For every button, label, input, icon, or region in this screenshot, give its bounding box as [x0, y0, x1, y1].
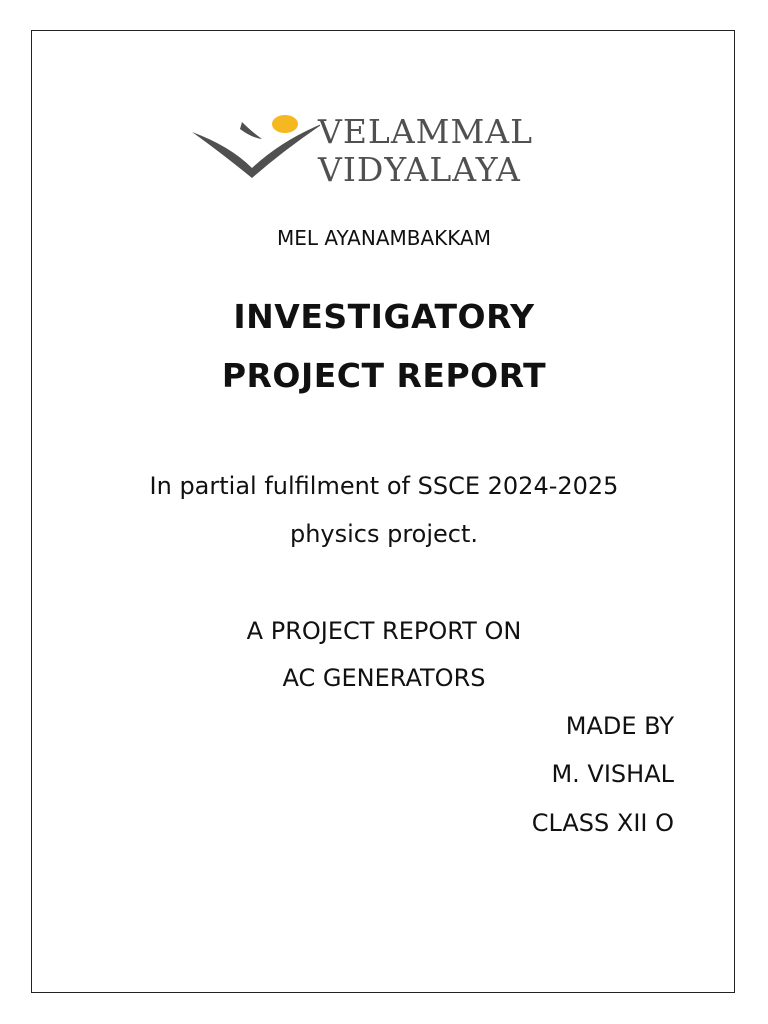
bird-emblem-icon: [190, 112, 320, 192]
logo-text-line1: VELAMMAL: [318, 112, 533, 151]
student-name: M. VISHAL: [551, 760, 674, 788]
campus-name: MEL AYANAMBAKKAM: [277, 226, 491, 250]
logo-text-line2: VIDYALAYA: [318, 150, 521, 189]
topic-line1: A PROJECT REPORT ON: [246, 617, 522, 645]
report-title-line2: PROJECT REPORT: [221, 356, 547, 395]
report-title-line1: INVESTIGATORY: [233, 297, 535, 336]
school-logo: [190, 112, 590, 192]
fulfilment-line2: physics project.: [289, 520, 479, 548]
student-class: CLASS XII O: [531, 809, 674, 837]
made-by-label: MADE BY: [565, 712, 674, 740]
fulfilment-line1: In partial fulfilment of SSCE 2024-2025: [149, 472, 619, 500]
topic-line2: AC GENERATORS: [282, 664, 486, 692]
